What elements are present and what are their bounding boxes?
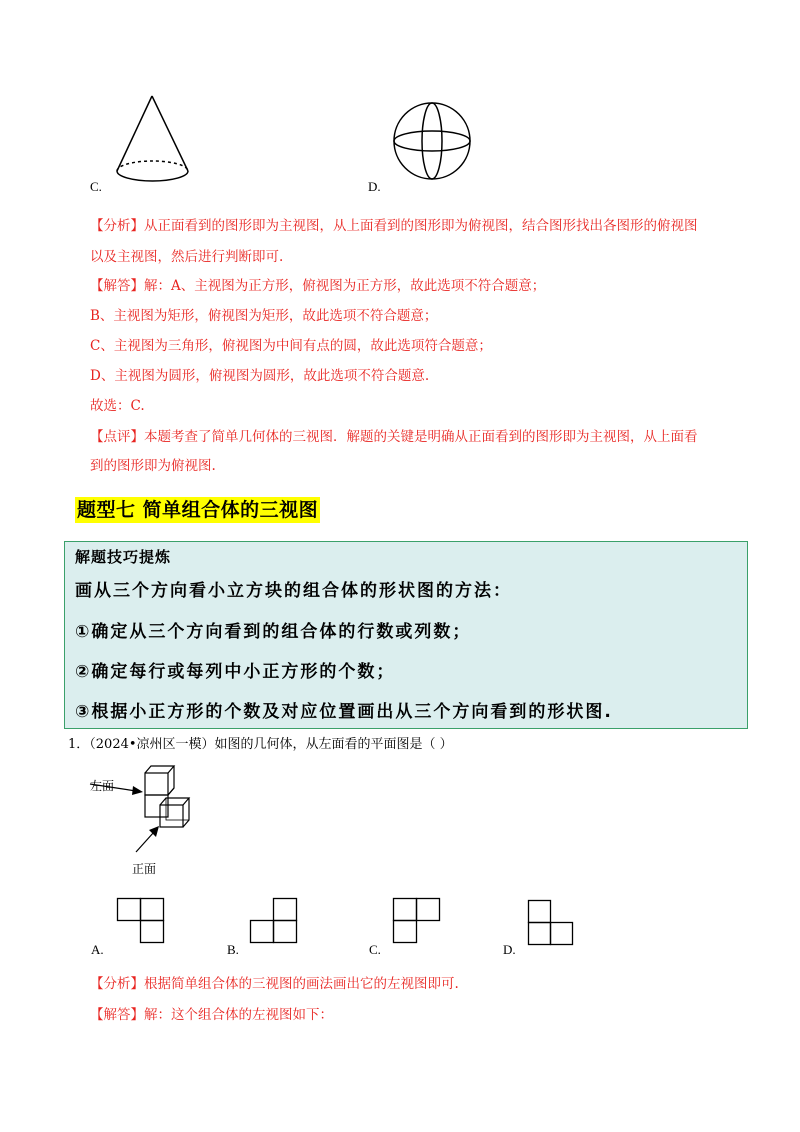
cone-icon — [117, 96, 188, 181]
option-c-label[interactable]: C. — [369, 942, 381, 957]
front-face-label: 正面 — [132, 862, 157, 876]
tips-line-3: ②确定每行或每列中小正方形的个数； — [75, 662, 396, 682]
q1-answer: 【解答】解：这个组合体的左视图如下： — [90, 1007, 333, 1023]
section-heading: 题型七 简单组合体的三视图 — [77, 499, 319, 521]
cone-figure — [100, 92, 210, 192]
tips-box — [64, 541, 748, 729]
prev-comment-line2: 到的图形即为俯视图. — [90, 458, 216, 474]
left-face-label: 左面 — [90, 779, 115, 793]
comment-tag: 【点评】 — [90, 429, 144, 445]
left-arrow-head — [132, 786, 143, 795]
prev-answer-line2: B、主视图为矩形，俯视图为矩形，故此选项不符合题意； — [90, 308, 438, 324]
prev-option-d-label: D. — [368, 179, 381, 194]
prev-choice: 故选：C. — [90, 398, 145, 414]
tips-line-1: 画从三个方向看小立方块的组合体的形状图的方法： — [75, 581, 512, 601]
prev-analysis-line1: 【分析】从正面看到的图形即为主视图，从上面看到的图形即为俯视图，结合图形找出各图形的俯视图 — [90, 218, 698, 234]
option-b-figure[interactable] — [250, 898, 300, 948]
question1-stem: 1．（2024•凉州区一模）如图的几何体，从左面看的平面图是（ ） — [68, 737, 453, 752]
answer-tag: 【解答】 — [90, 278, 144, 294]
prev-comment-line1: 【点评】本题考查了简单几何体的三视图．解题的关键是明确从正面看到的图形即为主视图，从上面看 — [90, 429, 698, 445]
prev-analysis-line2: 以及主视图，然后进行判断即可. — [90, 249, 284, 265]
option-c-figure[interactable] — [393, 898, 443, 948]
q1-analysis: 【分析】根据简单组合体的三视图的画法画出它的左视图即可. — [90, 976, 459, 992]
analysis-tag: 【分析】 — [90, 218, 144, 234]
tips-line-2: ①确定从三个方向看到的组合体的行数或列数； — [75, 622, 472, 642]
prev-option-c-label: C. — [90, 179, 102, 194]
prev-answer-line1: 【解答】解：A、主视图为正方形，俯视图为正方形，故此选项不符合题意； — [90, 278, 546, 294]
option-d-label[interactable]: D. — [503, 942, 516, 957]
tips-line-4: ③根据小正方形的个数及对应位置画出从三个方向看到的形状图. — [75, 702, 613, 722]
prev-answer-line4: D、主视图为圆形，俯视图为圆形，故此选项不符合题意. — [90, 368, 430, 384]
prev-answer-line3: C、主视图为三角形，俯视图为中间有点的圆，故此选项符合题意； — [90, 338, 492, 354]
tips-title: 解题技巧提炼 — [75, 548, 172, 566]
q1-analysis-tag: 【分析】 — [90, 976, 144, 992]
option-d-figure[interactable] — [528, 900, 578, 950]
q1-answer-tag: 【解答】 — [90, 1007, 144, 1023]
option-a-figure[interactable] — [117, 898, 167, 948]
cube-stack-icon — [90, 766, 189, 827]
option-b-label[interactable]: B. — [227, 942, 239, 957]
sphere-figure — [390, 96, 480, 191]
sphere-icon — [394, 103, 470, 179]
option-a-label[interactable]: A. — [91, 942, 104, 957]
